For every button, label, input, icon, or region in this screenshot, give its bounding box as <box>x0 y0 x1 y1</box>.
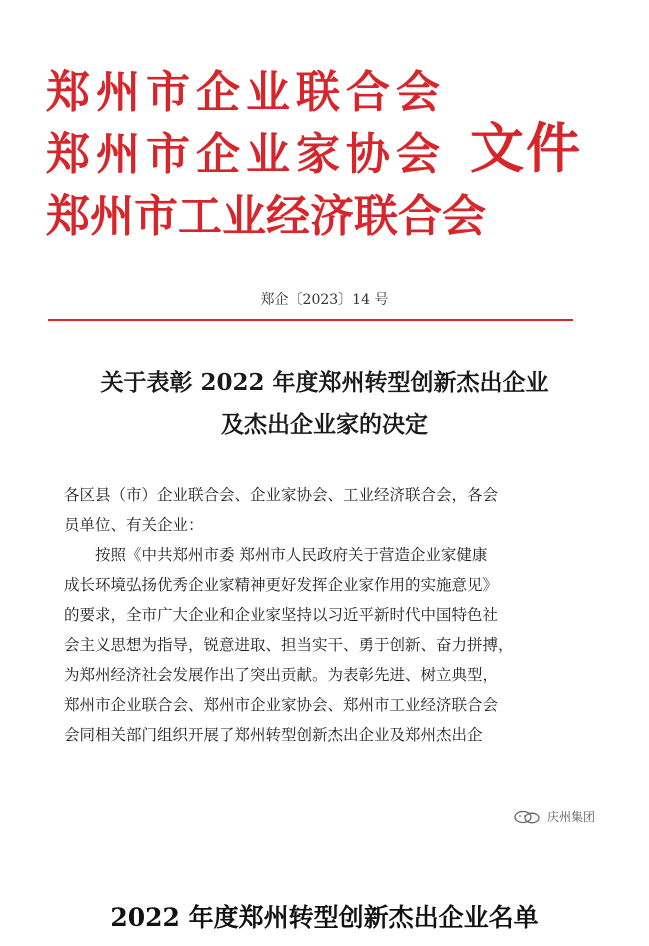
document-header <box>0 0 649 260</box>
org-name-3: 郑州市工业经济联合会 <box>46 191 486 242</box>
body-line: 会同相关部门组织开展了郑州转型创新杰出企业及郑州杰出企 <box>64 726 483 744</box>
org-name-2: 郑州市企业家协会 <box>46 129 446 180</box>
body-line: 成长环境弘扬优秀企业家精神更好发挥企业家作用的实施意见》 <box>64 576 499 594</box>
body-line: 按照《中共郑州市委 郑州市人民政府关于营造企业家健康 <box>95 546 488 564</box>
document-title <box>0 362 649 446</box>
document-body <box>64 480 584 750</box>
title-line-1: 关于表彰 2022 年度郑州转型创新杰出企业 <box>100 369 549 396</box>
body-line: 员单位、有关企业： <box>64 516 204 534</box>
document-word: 文件 <box>470 116 582 180</box>
title-line-2: 及杰出企业家的决定 <box>221 411 428 438</box>
red-divider <box>48 319 573 321</box>
wechat-icon <box>513 810 543 824</box>
body-line: 各区县（市）企业联合会、企业家协会、工业经济联合会，各会 <box>64 486 499 504</box>
body-line: 为郑州经济社会发展作出了突出贡献。为表彰先进、树立典型， <box>64 666 499 684</box>
watermark-text: 庆州集团 <box>547 810 596 824</box>
org-name-1: 郑州市企业联合会 <box>46 67 446 118</box>
wechat-watermark <box>513 808 595 825</box>
body-line: 的要求，全市广大企业和企业家坚持以习近平新时代中国特色社 <box>64 606 499 624</box>
list-title: 2022 年度郑州转型创新杰出企业名单 <box>110 903 539 932</box>
body-line: 郑州市企业联合会、郑州市企业家协会、郑州市工业经济联合会 <box>64 696 499 714</box>
body-line: 会主义思想为指导，锐意进取、担当实干、勇于创新、奋力拼搏， <box>64 636 514 654</box>
document-number: 郑企〔2023〕14 号 <box>260 292 389 308</box>
